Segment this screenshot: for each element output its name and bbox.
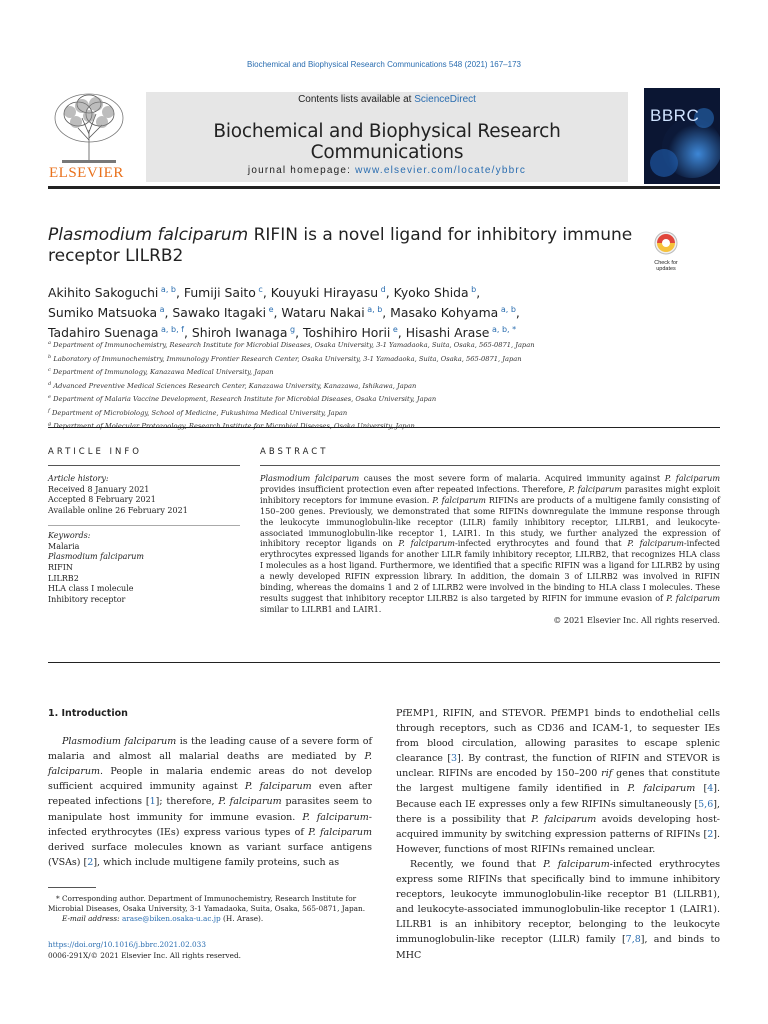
species-name: P. falciparum [218, 796, 282, 808]
affiliation-item [48, 419, 648, 433]
affiliation-text: Advanced Preventive Medical Sciences Research Center, Kanazawa University, Kanazawa, Ishikawa, Japan [51, 381, 417, 390]
history-item: Accepted 8 February 2021 [48, 495, 156, 505]
cover-art-icon [644, 88, 720, 184]
title-part1: RIFIN is a novel ligand for inhibitory immune [248, 225, 633, 245]
page-footer [48, 940, 378, 961]
citation-link[interactable]: 2 [707, 828, 714, 840]
keywords-rule [48, 525, 240, 526]
author-separator: , [385, 285, 394, 301]
keyword-item: RIFIN [48, 562, 73, 572]
corresponding-author: * Corresponding author. Department of Immunochemistry, Research Institute for Microbial Diseases, Osaka University, 3-1 Yamadaoka, Suita, Osaka, 565-0871, Japan. [48, 894, 366, 913]
citation-link[interactable]: 4 [707, 783, 714, 795]
author-affiliation-marker[interactable]: e [390, 325, 398, 335]
author-name: Hisashi Arase [405, 325, 490, 341]
article-title [48, 225, 638, 267]
history-item: Available online 26 February 2021 [48, 506, 188, 516]
check-updates-icon [646, 230, 686, 256]
affiliation-text: Department of Malaria Vaccine Development, Research Institute for Microbial Diseases, Osaka University, Japan [50, 395, 437, 404]
citation-link[interactable]: 1 [149, 796, 156, 808]
journal-cover[interactable] [644, 88, 720, 184]
affiliation-item [48, 365, 648, 379]
keywords-list [48, 542, 238, 606]
keywords-label: Keywords: [48, 530, 91, 540]
affiliation-item [48, 392, 648, 406]
affiliation-key: f [48, 407, 50, 414]
email-link[interactable]: arase@biken.osaka-u.ac.jp [121, 914, 221, 923]
intro-paragraph-1: Plasmodium falciparum is the leading cause of a severe form of malaria and almost all malarial deaths are mediated by P. falciparum. People in malaria endemic areas do not develop sufficient acquired immunity against P. falciparum even after repeated infections [1]; therefore, P. falciparum parasites seem to manipulate host immunity for immune evasion. P. falciparum-infected erythrocytes (IEs) express various types of P. falciparum derived surface molecules known as variant surface antigens (VSAs) [2], which include multigene family proteins, such as [48, 736, 373, 868]
keyword-item: HLA class I molecule [48, 584, 134, 594]
affiliation-item [48, 338, 648, 352]
abstract-text: Plasmodium falciparum causes the most severe form of malaria. Acquired immunity against P. falciparum provides insufficient protection even after repeated infections. Therefore, P. falciparum parasites might exploit inhibitory receptors for immune evasion. P. falciparum RIFINs are products of a multigene family consisting of 150–200 genes. Previously, we demonstrated that some RIFINs downregulate the immune response through the leukocyte immunoglobulin-like receptor (LILR) family inhibitory receptor, LILRB1, and leukocyte-associated immunoglobulin-like receptor 1, LAIR1. In this study, we further analyzed the expression of inhibitory receptor ligands on P. falciparum-infected erythrocytes and found that P. falciparum-infected erythrocytes expressed ligands for another LILR family inhibitory receptor, LILRB2, that recognizes HLA class I molecules as a host ligand. Furthermore, we identified that a specific RIFIN was a ligand for LILRB2 by using a newly developed RIFIN expression library. In addition, the domain 3 of LILRB2 was involved in RIFIN binding, whereas the domains 1 and 2 of LILRB2 were involved in the binding to HLA class I molecules. These results suggest that inhibitory receptor LILRB2 is also targeted by RIFIN for immune evasion of P. falciparum similar to LILRB1 and LAIR1. [260, 473, 721, 614]
keyword-item: Inhibitory receptor [48, 595, 126, 605]
species-name: P. falciparum [531, 813, 597, 825]
author-name: Kyoko Shida [393, 285, 469, 301]
author-name: Kouyuki Hirayasu [270, 285, 379, 301]
keyword-item: LILRB2 [48, 573, 79, 583]
author-name: Masako Kohyama [390, 305, 499, 321]
abstract-copyright: © 2021 Elsevier Inc. All rights reserved. [553, 614, 720, 625]
article-info-heading: ARTICLE INFO [48, 447, 142, 457]
author-affiliation-marker[interactable]: b [468, 285, 477, 294]
author-affiliation-marker[interactable]: e [266, 305, 274, 315]
citation-link[interactable]: 5,6 [698, 798, 714, 810]
species-name: P. falciparum [543, 858, 610, 870]
history-item: Received 8 January 2021 [48, 484, 150, 494]
author-affiliation-marker[interactable]: c [255, 285, 263, 294]
contents-prefix: Contents lists available at [298, 94, 415, 105]
footnote-rule [48, 887, 96, 888]
affiliation-text: Department of Immunology, Kanazawa Medical University, Japan [50, 368, 274, 377]
species-name: P. falciparum [432, 494, 486, 505]
species-name: P. falciparum [666, 592, 720, 603]
author-affiliation-marker[interactable]: a, b [498, 305, 516, 315]
issn-line: 0006-291X/© 2021 Elsevier Inc. All rights reserved. [48, 950, 241, 960]
author-separator: , [175, 285, 184, 301]
species-name: P. falciparum [627, 783, 696, 795]
cover-label: BBRC [650, 106, 700, 125]
author-separator: , [183, 325, 192, 341]
homepage-prefix: journal homepage: [247, 165, 356, 176]
affiliation-item [48, 406, 648, 420]
author-separator: , [295, 325, 304, 341]
species-name: rif [601, 768, 613, 780]
email-line [48, 914, 378, 924]
author-name: Sumiko Matsuoka [48, 305, 158, 321]
contents-line [146, 94, 628, 105]
author-separator: , [164, 305, 173, 321]
history-list [48, 485, 238, 517]
author-affiliation-marker[interactable]: a, b [158, 285, 176, 294]
citation-link[interactable]: 3 [451, 753, 458, 765]
journal-homepage [146, 165, 628, 176]
author-list [48, 281, 608, 341]
affiliation-text: Department of Immunochemistry, Research Institute for Microbial Diseases, Osaka University, 3-1 Yamadaoka, Suita, Osaka, 565-0871, Japan [50, 341, 535, 350]
author-name: Akihito Sakoguchi [48, 285, 159, 301]
title-part2: receptor LILRB2 [48, 246, 184, 266]
journal-citation[interactable]: Biochemical and Biophysical Research Communications 548 (2021) 167–173 [247, 60, 521, 69]
affiliation-key: d [48, 380, 52, 387]
affiliation-key: e [48, 394, 51, 401]
elsevier-wordmark: ELSEVIER [49, 165, 124, 181]
abstract-rule [260, 465, 720, 466]
author-affiliation-marker[interactable]: d [378, 285, 386, 294]
check-for-updates-button[interactable] [646, 230, 686, 272]
affiliation-key: b [48, 353, 52, 360]
history-label: Article history: [48, 474, 109, 483]
species-name: Plasmodium falciparum [260, 473, 360, 483]
species-name: P. falciparum [627, 538, 684, 549]
author-separator: , [382, 305, 391, 321]
keyword-item: Malaria [48, 541, 80, 551]
citation-link[interactable]: 7,8 [625, 934, 641, 946]
elsevier-tree-icon [48, 90, 130, 165]
affiliation-item [48, 379, 648, 393]
body-right-column [396, 706, 720, 963]
info-rule [48, 465, 240, 466]
author-separator: , [397, 325, 406, 341]
species-name: P. falciparum [308, 826, 372, 838]
affiliation-item [48, 352, 648, 366]
author-name: Fumiji Saito [183, 285, 256, 301]
author-separator: , [476, 285, 481, 301]
section-heading-introduction: 1. Introduction [48, 708, 128, 719]
author-affiliation-marker[interactable]: a, b [364, 305, 383, 315]
intro-paragraph-2: PfEMP1, RIFIN, and STEVOR. PfEMP1 binds to endothelial cells through receptors, such as CD36 and ICAM-1, to sequester IEs from blood circulation, allowing parasites to escape splenic clearance [3]. By contrast, the function of RIFIN and STEVOR is unclear. RIFINs are encoded by 150–200 rif genes that constitute the largest multigene family identified in P. falciparum [4]. Because each IE expresses only a few RIFINs simultaneously [5,6], there is a possibility that P. falciparum avoids developing host-acquired immunity by switching expression patterns of RIFINs [2]. However, functions of most RIFINs remained unclear. [396, 708, 720, 855]
author-affiliation-marker[interactable]: a [157, 305, 165, 315]
sciencedirect-link[interactable]: ScienceDirect [414, 94, 476, 105]
email-label: E-mail address: [62, 914, 122, 923]
journal-title: Biochemical and Biophysical Research Communications [213, 121, 561, 163]
citation-link[interactable]: 2 [87, 856, 94, 868]
species-name: P. falciparum [398, 538, 455, 549]
affiliation-key: c [48, 367, 51, 374]
species-name: P. falciparum [302, 811, 369, 823]
article-info [48, 474, 238, 606]
body-left-column [48, 706, 372, 870]
author-name: Sawako Itagaki [172, 305, 267, 321]
author-name: Tadahiro Suenaga [48, 325, 159, 341]
intro-paragraph-3: Recently, we found that P. falciparum-infected erythrocytes express some RIFINs that specifically bind to immune inhibitory receptors, leukocyte immunoglobulin-like receptor B1 (LILRB1), and leukocyte-associated immunoglobulin-like receptor 1 (LAIR1). LILRB1 is an inhibitory receptor, belonging to the leukocyte immunoglobulin-like receptor (LILR) family [7,8], and binds to MHC [396, 858, 720, 961]
species-name: Plasmodium falciparum [62, 736, 177, 748]
corresponding-footnote [48, 894, 378, 924]
author-name: Shiroh Iwanaga [191, 325, 288, 341]
keyword-item: Plasmodium falciparum [48, 552, 144, 562]
species-name: P. falciparum [664, 473, 720, 483]
affiliation-text: Laboratory of Immunochemistry, Immunology Frontier Research Center, Osaka University, 3-1 Yamadaoka, Suita, Osaka, 565-0871, Japan [51, 354, 522, 363]
header-rule [48, 186, 720, 189]
species-name: P. falciparum [48, 751, 372, 778]
check-updates-label: Check for updates [654, 260, 678, 272]
affiliation-list [48, 338, 648, 433]
author-separator: , [515, 305, 520, 321]
affiliation-key: g [48, 421, 52, 428]
author-affiliation-marker[interactable]: a, b, * [489, 325, 517, 335]
section-rule-bottom [48, 662, 720, 663]
species-name: P. falciparum [568, 483, 622, 494]
homepage-link[interactable]: www.elsevier.com/locate/ybbrc [355, 165, 527, 176]
author-name: Toshihiro Horii [303, 325, 391, 341]
author-affiliation-marker[interactable]: g [287, 325, 296, 335]
email-suffix: (H. Arase). [220, 914, 264, 923]
section-rule-top [48, 427, 720, 428]
author-separator: , [273, 305, 282, 321]
doi-link[interactable]: https://doi.org/10.1016/j.bbrc.2021.02.033 [48, 940, 206, 949]
affiliation-key: a [48, 340, 51, 346]
title-species: Plasmodium falciparum [48, 225, 249, 245]
author-name: Wataru Nakai [281, 305, 365, 321]
author-affiliation-marker[interactable]: a, b, f [158, 325, 184, 335]
abstract-body [260, 473, 720, 626]
species-name: P. falciparum [244, 781, 312, 793]
abstract-heading: ABSTRACT [260, 447, 329, 457]
affiliation-text: Department of Microbiology, School of Medicine, Fukushima Medical University, Japan [49, 408, 348, 417]
author-separator: , [262, 285, 271, 301]
